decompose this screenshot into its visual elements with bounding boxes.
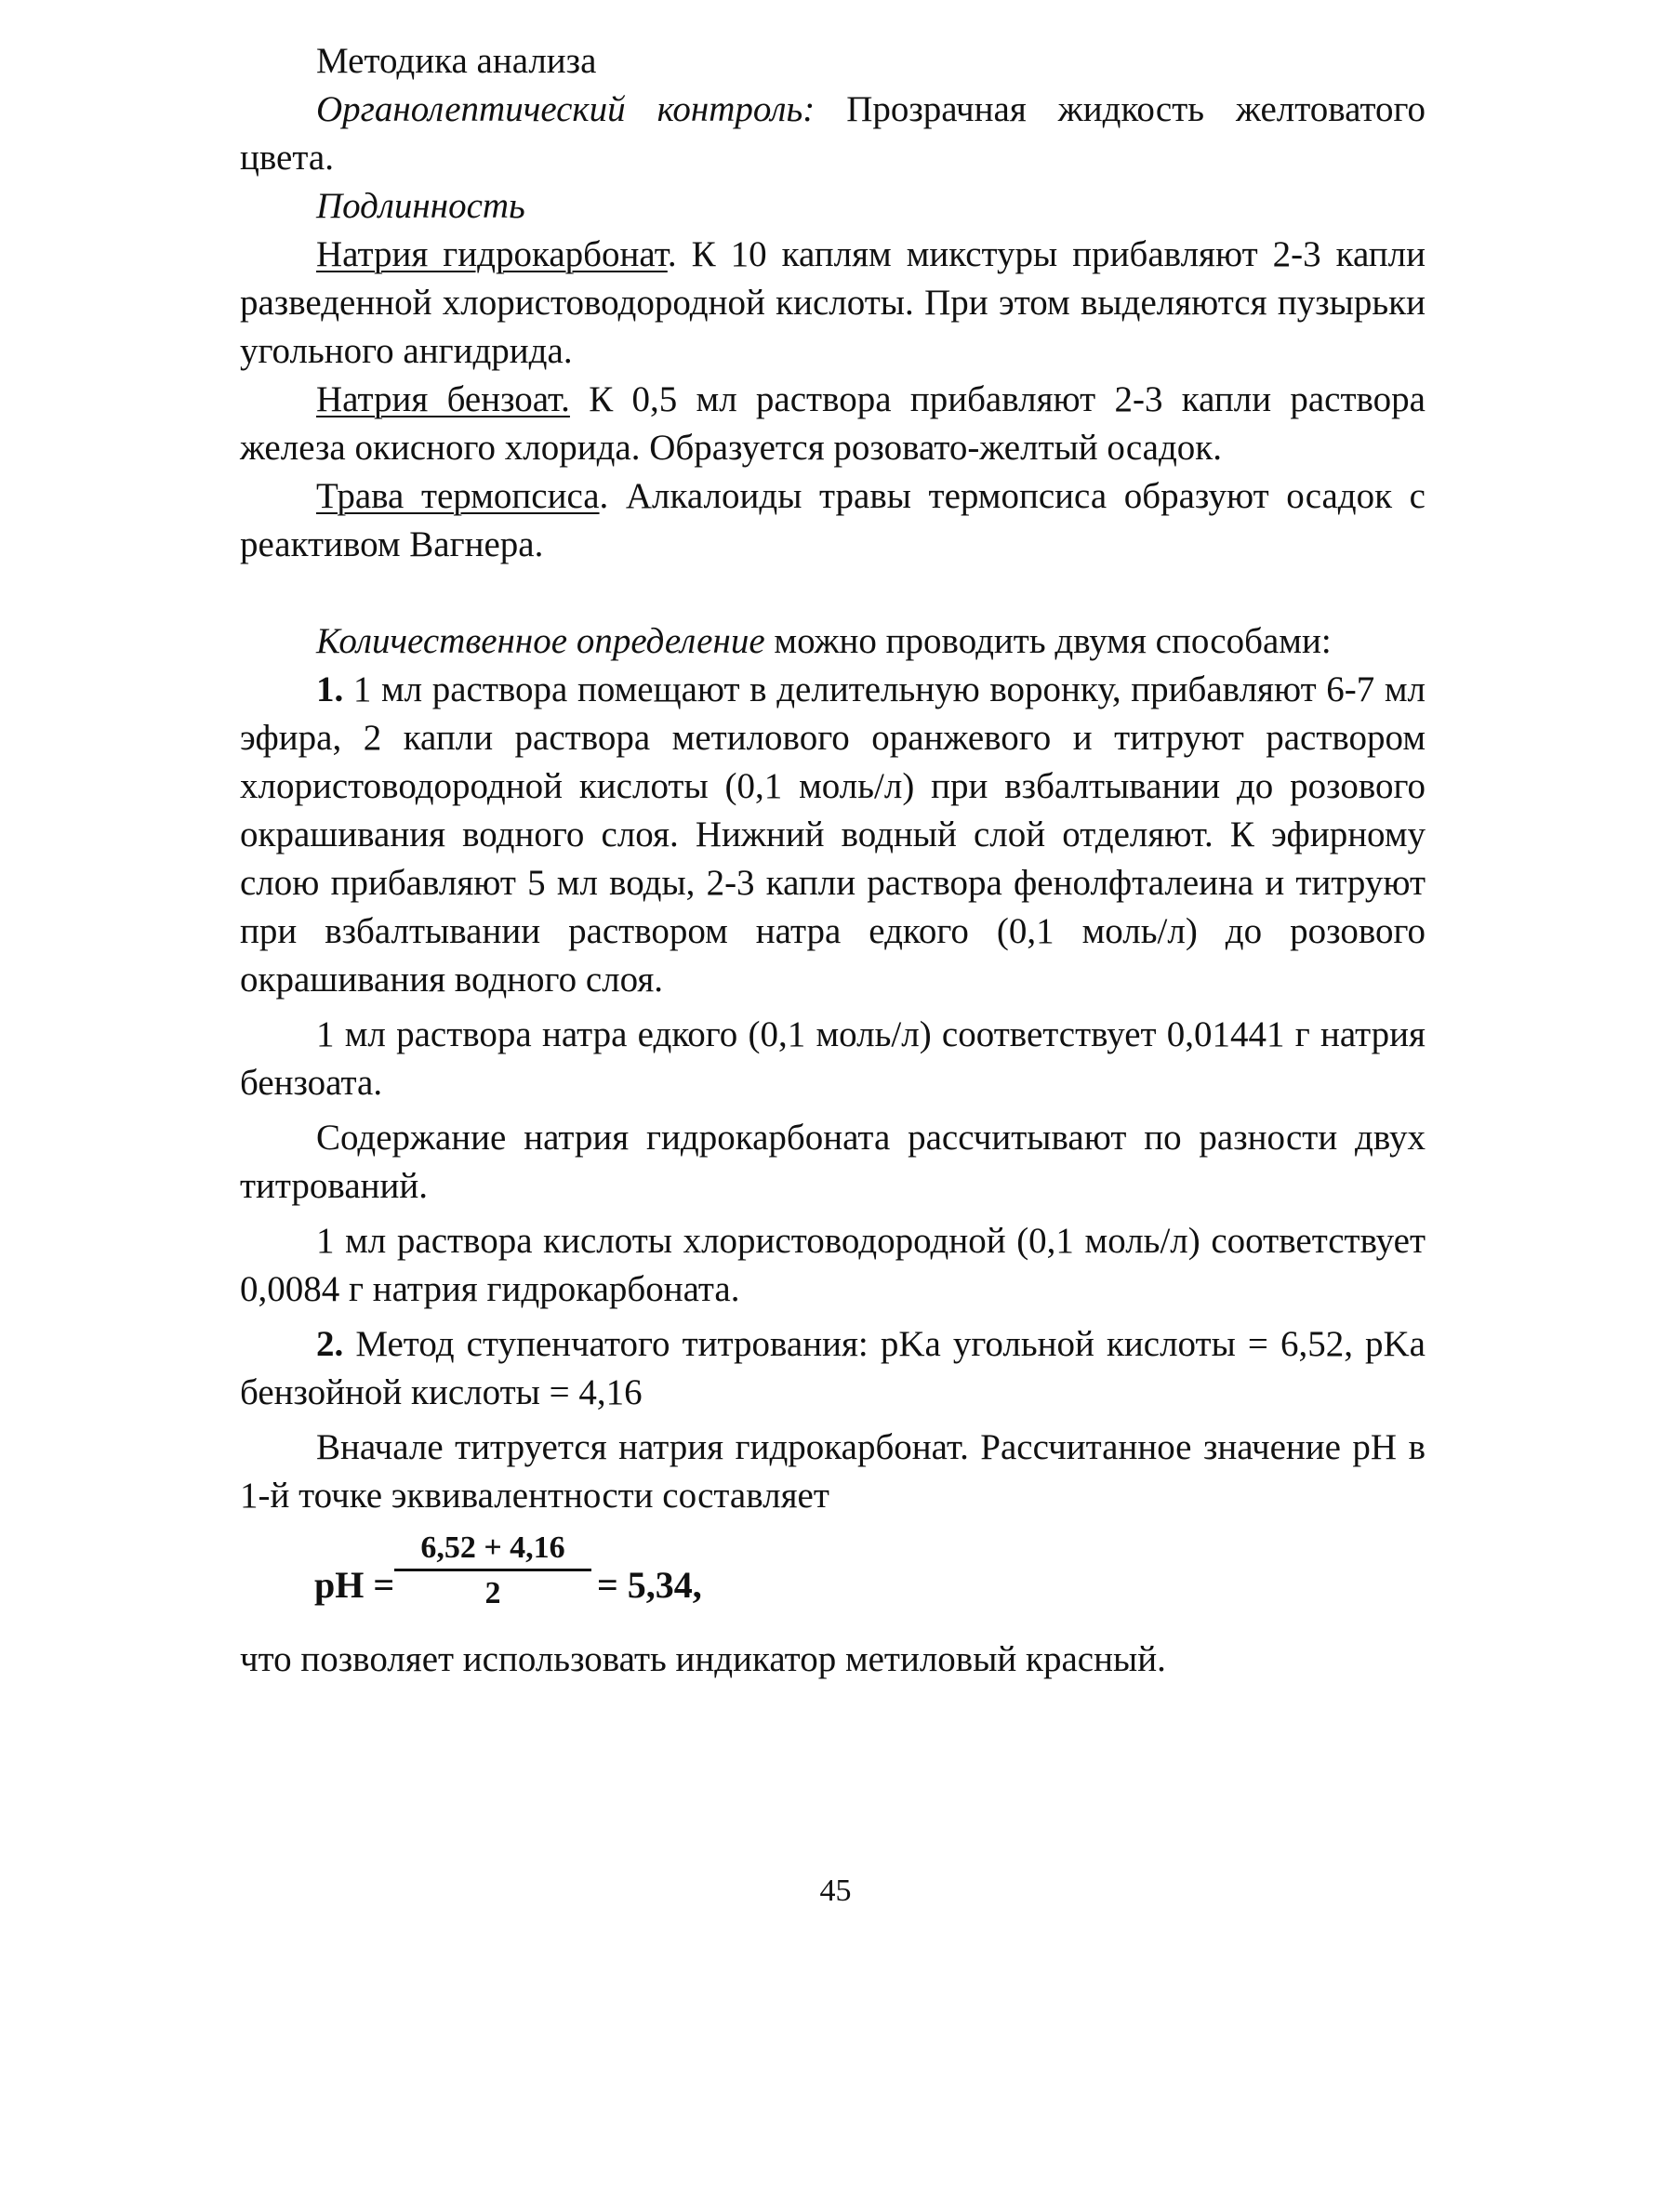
quantitative-intro-text: можно проводить двумя способами: <box>764 621 1332 661</box>
identity-item-bicarbonate <box>240 231 1426 376</box>
formula-fraction <box>394 1530 591 1612</box>
identity-item-text: . К 10 каплям микстуры прибавляют 2-3 капли разведенной хлористоводородной кислоты. При этом выделяются пузырьки угольного ангидрида. <box>240 234 1426 371</box>
identity-item-name: Натрия гидрокарбонат <box>316 234 668 274</box>
method2-number: 2. <box>316 1324 344 1364</box>
method2-conclusion: что позволяет использовать индикатор метиловый красный. <box>240 1639 1166 1679</box>
organoleptic-paragraph <box>240 86 1426 182</box>
identity-item-benzoate <box>240 376 1426 472</box>
method2-paragraph <box>240 1320 1426 1417</box>
identity-item-name: Натрия бензоат. <box>316 379 570 419</box>
organoleptic-text: Прозрачная жидкость желтоватого цвета. <box>240 89 1426 178</box>
formula-numerator: 6,52 + 4,16 <box>420 1530 565 1565</box>
quantitative-intro <box>240 617 1426 666</box>
method1-number: 1. <box>316 669 344 709</box>
method1-equivalence-naoh: 1 мл раствора натра едкого (0,1 моль/л) соответствует 0,01441 г натрия бензоата. <box>240 1014 1426 1103</box>
method1-paragraph <box>240 666 1426 1004</box>
method1-text: 1 мл раствора помещают в делительную воронку, прибавляют 6-7 мл эфира, 2 капли раствора метилового оранжевого и титруют раствором хлористоводородной кислоты (0,1 моль/л) при взбалтывании до розового окрашивания водного слоя. Нижний водный слой отделяют. К эфирному слою прибавляют 5 мл воды, 2-3 капли раствора фенолфталеина и титруют при взбалтывании раствором натра едкого (0,1 моль/л) до розового окрашивания водного слоя. <box>240 669 1426 1000</box>
method1-calculation: Содержание натрия гидрокарбоната рассчитывают по разности двух титрований. <box>240 1118 1426 1206</box>
identity-heading: Подлинность <box>316 186 525 226</box>
formula-denominator: 2 <box>484 1576 501 1610</box>
method2-titration: Вначале титруется натрия гидрокарбонат. Рассчитанное значение pH в 1-й точке эквивалентности составляет <box>240 1427 1426 1516</box>
quantitative-label: Количественное определение <box>316 621 765 661</box>
ph-formula <box>314 1526 1426 1636</box>
page-number: 45 <box>819 1874 852 1908</box>
section-heading: Методика анализа <box>316 41 597 81</box>
identity-item-text: К 0,5 мл раствора прибавляют 2-3 капли раствора железа окисного хлорида. Образуется розовато-желтый осадок. <box>240 379 1426 468</box>
method1-equivalence-hcl: 1 мл раствора кислоты хлористоводородной (0,1 моль/л) соответствует 0,0084 г натрия гидрокарбоната. <box>240 1221 1426 1309</box>
organoleptic-label: Органолептический контроль: <box>316 89 816 129</box>
fraction-bar <box>394 1569 591 1571</box>
identity-item-text: . Алкалоиды травы термопсиса образуют осадок с реактивом Вагнера. <box>240 476 1426 564</box>
formula-lhs: pH = <box>314 1564 395 1606</box>
identity-item-thermopsis <box>240 472 1426 569</box>
method2-text: Метод ступенчатого титрования: pKa угольной кислоты = 6,52, pKa бензойной кислоты = 4,16 <box>240 1324 1426 1412</box>
identity-item-name: Трава термопсиса <box>316 476 600 516</box>
formula-rhs: = 5,34, <box>597 1564 702 1606</box>
document-page <box>240 37 1426 1684</box>
